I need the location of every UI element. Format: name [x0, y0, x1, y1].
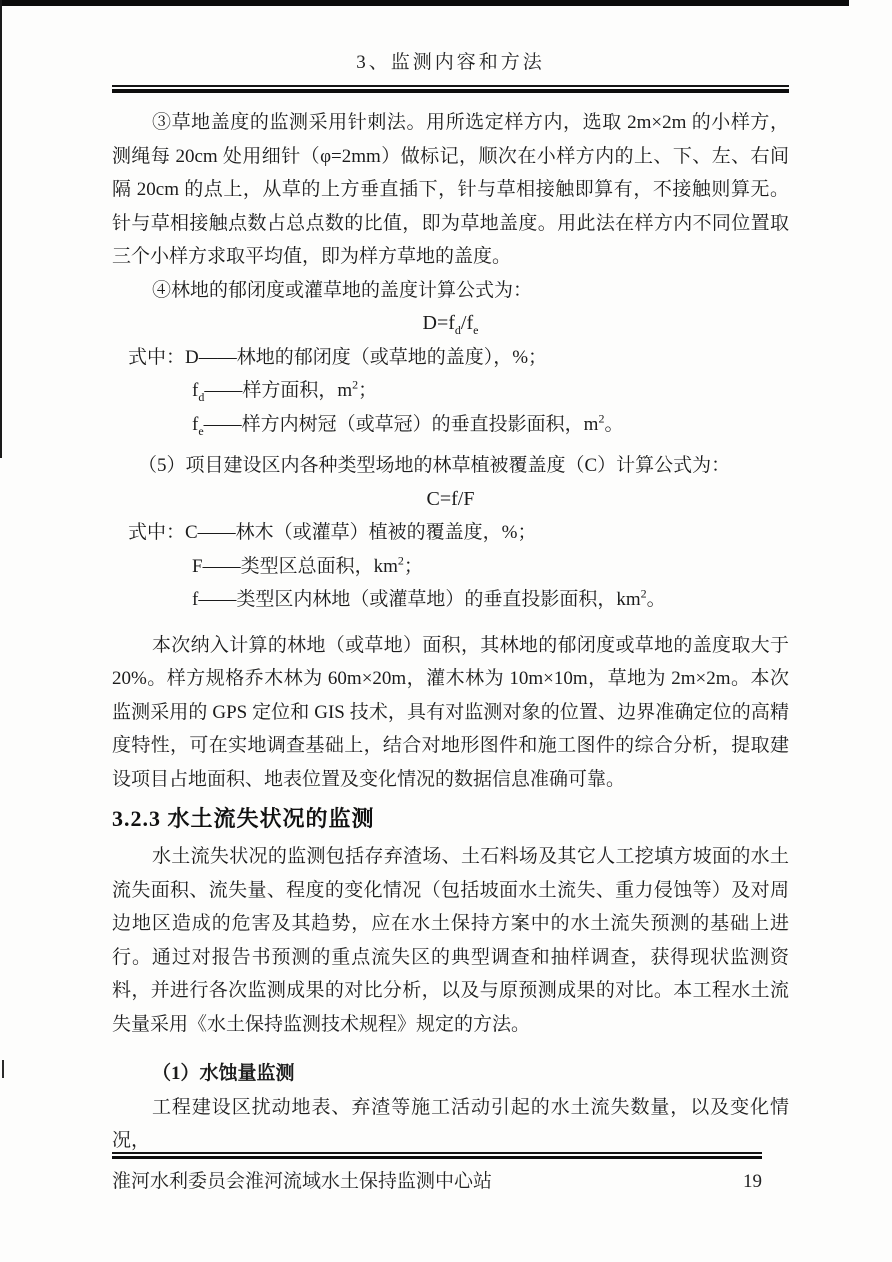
text-run: e	[473, 323, 479, 337]
text-run: 2	[397, 553, 404, 568]
text-run: 2	[352, 377, 359, 392]
definition-F	[112, 550, 789, 584]
page-content	[112, 50, 789, 1158]
text-run: 式中：D——林地的郁闭度（或草地的盖度），%；	[128, 346, 548, 368]
text-run: ——样方内树冠（或草冠）的垂直投影面积，m	[203, 413, 599, 435]
text-run: 2	[598, 411, 605, 426]
subsection-heading-water-erosion	[112, 1057, 789, 1091]
paragraph-canopy-formula-intro	[112, 274, 789, 308]
text-run: 2	[640, 586, 647, 601]
scan-artifact-left-line	[0, 0, 2, 458]
text-run: f	[192, 413, 199, 435]
page-number: 19	[743, 1171, 762, 1192]
definition-fd	[112, 374, 789, 408]
paragraph-gps-gis	[112, 629, 789, 797]
text-run: e	[198, 423, 204, 438]
text-run: 3.2.3 水土流失状况的监测	[112, 806, 375, 831]
text-run: ；	[358, 380, 378, 401]
scan-artifact-left-mark	[2, 1060, 4, 1078]
paragraph-construction-disturbance	[112, 1091, 789, 1158]
text-run: （1）水蚀量监测	[152, 1063, 295, 1084]
text-run: （5）项目建设区内各种类型场地的林草植被覆盖度（C）计算公式为：	[138, 455, 731, 476]
text-run: d	[198, 389, 205, 404]
header-double-rule	[112, 85, 789, 93]
page-footer	[112, 1152, 762, 1193]
paragraph-vegetation-coverage-intro	[112, 449, 789, 483]
text-run: f	[192, 380, 199, 401]
text-run: /f	[460, 312, 474, 334]
document-body	[112, 106, 789, 1158]
scan-artifact-top-bar	[0, 0, 849, 6]
text-run: ③草地盖度的监测采用针刺法。用所选定样方内，选取 2m×2m 的小样方，测绳每 20cm 处用细针（φ=2mm）做标记，顺次在小样方内的上、下、左、右间隔 20cm 的点上，从草的上方垂直插下，针与草相接触即算有，不接触则算无。针与草相接触点数占总点数的比值，即为草地盖度。用此法在样方内不同位置取三个小样方求取平均值，即为样方草地的盖度。	[112, 112, 789, 267]
formula-vegetation-coverage	[112, 483, 789, 517]
definition-fe	[112, 408, 789, 442]
text-run: 。	[646, 589, 666, 610]
text-run: f——类型区内林地（或灌草地）的垂直投影面积，km	[192, 589, 641, 610]
text-run: ④林地的郁闭度或灌草地的盖度计算公式为：	[152, 279, 533, 301]
text-run: ；	[403, 555, 423, 577]
paragraph-grass-coverage-method	[112, 106, 789, 274]
text-run: 。	[604, 413, 624, 435]
text-run: D=f	[422, 312, 455, 334]
paragraph-soil-loss-monitoring	[112, 840, 789, 1041]
text-run: 工程建设区扰动地表、弃渣等施工活动引起的水土流失数量，以及变化情况，	[112, 1096, 789, 1151]
text-run: 式中：C——林木（或灌草）植被的覆盖度，%；	[128, 522, 537, 543]
footer-double-rule	[112, 1152, 762, 1159]
text-run: 本次纳入计算的林地（或草地）面积，其林地的郁闭度或草地的盖度取大于 20%。样方规格乔木林为 60m×20m，灌木林为 10m×10m，草地为 2m×2m。本次监测采用的 GPS 定位和 GIS 技术，具有对监测对象的位置、边界准确定位的高精度特性，可在实地调查基础上，结合对地形图件和施工图件的综合分析，提取建设项目占地面积、地表位置及变化情况的数据信息准确可靠。	[112, 634, 789, 790]
text-run: 水土流失状况的监测包括存弃渣场、土石料场及其它人工挖填方坡面的水土流失面积、流失量、程度的变化情况（包括坡面水土流失、重力侵蚀等）及对周边地区造成的危害及其趋势，应在水土保持方案中的水土流失预测的基础上进行。通过对报告书预测的重点流失区的典型调查和抽样调查，获得现状监测资料，并进行各次监测成果的对比分析，以及与原预测成果的对比。本工程水土流失量采用《水土保持监测技术规程》规定的方法。	[112, 846, 789, 1035]
text-run: d	[454, 323, 461, 337]
definition-C	[112, 516, 789, 550]
section-heading-3-2-3	[112, 804, 789, 834]
formula-canopy-density	[112, 307, 789, 341]
text-run: ——样方面积，m	[204, 380, 353, 401]
definition-D	[112, 341, 789, 375]
running-header-title: 3、监测内容和方法	[356, 52, 545, 73]
text-run: C=f/F	[426, 487, 475, 510]
definition-f	[112, 583, 789, 617]
footer-row	[112, 1166, 762, 1193]
footer-organization: 淮河水利委员会淮河流域水土保持监测中心站	[112, 1171, 493, 1192]
text-run: F——类型区总面积，km	[192, 555, 398, 577]
